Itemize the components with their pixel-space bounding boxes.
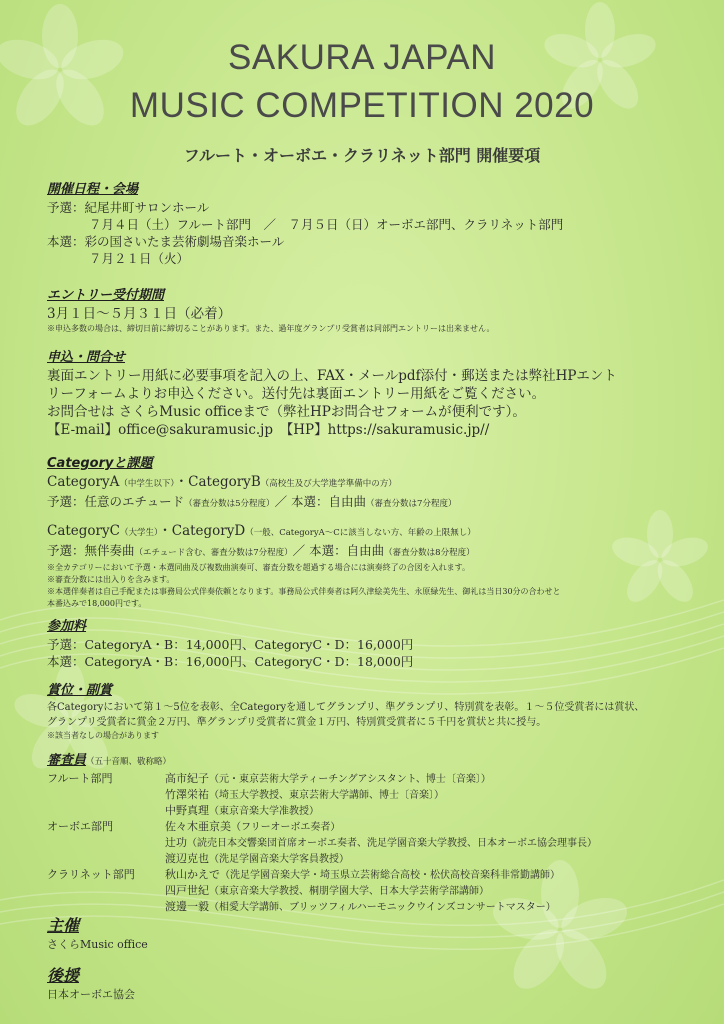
cd-final: ／ 本選：自由曲	[292, 543, 385, 558]
judges-section	[47, 750, 697, 915]
judge-name: 四戸世紀	[165, 884, 209, 897]
fee-heading: 参加料	[47, 619, 87, 634]
judge-desc: （読売日本交響楽団首席オーボエ奏者、洗足学園音楽大学教授、日本オーボエ協会理事長）	[187, 838, 597, 849]
final-date: ７月２１日（火）	[89, 251, 190, 266]
ab-prelim-note: （審査分数は5分程度）	[184, 499, 275, 509]
apply-section	[47, 349, 697, 439]
judge-row	[47, 819, 697, 835]
organizer-section	[47, 916, 697, 953]
judge-desc: （埼玉大学教授、東京芸術大学講師、博士〔音楽〕）	[209, 790, 444, 801]
category-d-note: （一般、CategoryA〜Cに該当しない方、年齢の上限無し）	[245, 528, 476, 538]
judge-row	[47, 803, 697, 819]
prize-section	[47, 682, 697, 742]
judge-division: クラリネット部門	[47, 868, 135, 881]
prize-note: ※該当者なしの場合があります	[47, 731, 159, 740]
schedule-heading: 開催日程・会場	[47, 182, 139, 197]
title-line-2: MUSIC COMPETITION 2020	[129, 86, 595, 125]
category-note-4: 本番込みで18,000円です。	[47, 599, 147, 608]
judge-row	[47, 867, 697, 883]
schedule-section	[47, 181, 697, 267]
judge-division: フルート部門	[47, 772, 113, 785]
judge-desc: （東京音楽大学准教授）	[209, 806, 319, 817]
judge-desc: （フリーオーボエ奏者）	[231, 822, 341, 833]
judge-desc: （洗足学園音楽大学客員教授）	[209, 854, 349, 865]
judges-heading-row	[47, 750, 697, 771]
judge-name: 中野真理	[165, 804, 209, 817]
fee-prelim: 予選：CategoryA・B：14,000円、CategoryC・D：16,000円	[47, 637, 414, 652]
category-b-label: ・CategoryB	[174, 474, 261, 490]
prelim-venue: 予選：紀尾井町サロンホール	[47, 200, 210, 215]
title-line-1: SAKURA JAPAN	[228, 38, 496, 77]
category-heading: Categoryと課題	[47, 456, 153, 471]
judge-division: オーボエ部門	[47, 820, 113, 833]
judge-name: 渡辺克也	[165, 852, 209, 865]
subtitle: フルート・オーボエ・クラリネット部門 開催要項	[183, 146, 541, 165]
ab-final: ／ 本選：自由曲	[274, 494, 367, 509]
category-a-label: CategoryA	[47, 474, 120, 490]
fee-final: 本選：CategoryA・B：16,000円、CategoryC・D：18,000円	[47, 654, 414, 669]
judge-name: 渡邊一毅	[165, 900, 209, 913]
category-ab-line	[47, 473, 697, 493]
entry-section	[47, 287, 697, 335]
entry-period: 3月１日〜５月３１日（必着）	[47, 306, 232, 322]
category-cd-line	[47, 522, 697, 542]
prize-heading: 賞位・副賞	[47, 683, 113, 698]
cd-final-note: （審査分数は8分程度）	[384, 548, 475, 558]
category-ab-rules	[47, 493, 697, 513]
prize-line-1: 各Categoryにおいて第１〜5位を表彰、全Categoryを通してグランプリ、準グランプリ、特別賞を表彰。１〜５位受賞者には賞状、	[47, 702, 645, 713]
entry-heading: エントリー受付期間	[47, 288, 165, 303]
cd-prelim: 予選：無伴奏曲	[47, 543, 135, 558]
apply-line-3: お問合せは さくらMusic officeまで（弊社HPお問合せフォームが便利です）。	[47, 404, 526, 420]
judge-desc: （元・東京芸術大学ティーチングアシスタント、博士〔音楽〕）	[209, 774, 491, 785]
judge-name: 佐々木亜京美	[165, 820, 231, 833]
final-venue: 本選：彩の国さいたま芸術劇場音楽ホール	[47, 234, 285, 249]
fee-section	[47, 618, 697, 670]
apply-line-2: リーフォームよりお申込ください。送付先は裏面エントリー用紙をご覧ください。	[47, 386, 546, 402]
apply-contact: 【E-mail】office@sakuramusic.jp 【HP】https://sakuramusic.jp//	[47, 422, 490, 438]
judge-name: 辻功	[165, 836, 187, 849]
judge-row	[47, 851, 697, 867]
judge-desc: （相愛大学講師、ブリッツフィルハーモニックウインズコンサートマスター）	[209, 902, 556, 913]
category-a-note: （中学生以下）	[119, 479, 175, 489]
organizer-heading: 主催	[47, 916, 80, 935]
judge-row	[47, 835, 697, 851]
organizer-value: さくらMusic office	[47, 938, 148, 951]
category-b-note: （高校生及び大学進学準備中の方）	[260, 479, 397, 489]
ab-final-note: （審査分数は7分程度）	[366, 499, 457, 509]
judges-heading: 審査員	[47, 753, 87, 768]
sponsor-value: 日本オーボエ協会	[47, 988, 135, 1001]
prelim-dates: ７月４日（土）フルート部門 ／ ７月５日（日）オーボエ部門、クラリネット部門	[89, 217, 564, 232]
ab-prelim: 予選：任意のエチュード	[47, 494, 185, 509]
judge-row	[47, 899, 697, 915]
judge-row	[47, 787, 697, 803]
category-cd-rules	[47, 542, 697, 562]
category-d-label: ・CategoryD	[158, 523, 246, 539]
prize-line-2: グランプリ受賞者に賞金２万円、準グランプリ受賞者に賞金１万円、特別賞受賞者に５千円を賞状と共に授与。	[47, 717, 547, 728]
category-note-2: ※審査分数には出入りを含みます。	[47, 575, 175, 584]
category-note-3: ※本選伴奏者は自己手配または事務局公式伴奏依頼となります。事務局公式伴奏者は阿久津絵美先生、永原緑先生、御礼は当日30分の合わせと	[47, 587, 561, 596]
category-section	[47, 455, 697, 610]
sponsor-heading: 後援	[47, 966, 80, 985]
judge-name: 秋山かえで	[165, 868, 220, 881]
apply-heading: 申込・問合せ	[47, 350, 126, 365]
judge-row	[47, 883, 697, 899]
judge-name: 高市紀子	[165, 772, 209, 785]
judge-desc: （洗足学園音楽大学・埼玉県立芸術総合高校・松伏高校音楽科非常勤講師）	[220, 870, 560, 881]
cd-prelim-note: （エチュード含む、審査分数は7分程度）	[134, 548, 293, 558]
category-c-note: （大学生）	[119, 528, 159, 538]
category-c-label: CategoryC	[47, 523, 120, 539]
judge-row	[47, 771, 697, 787]
judge-name: 竹澤栄祐	[165, 788, 209, 801]
category-note-1: ※全カテゴリーにおいて予選・本選同曲及び複数曲演奏可、審査分数を超過する場合には演奏終了の合図を入れます。	[47, 563, 471, 572]
sponsor-section	[47, 966, 697, 1003]
judges-heading-note: （五十音順、敬称略）	[86, 757, 172, 767]
apply-line-1: 裏面エントリー用紙に必要事項を記入の上、FAX・メールpdf添付・郵送または弊社HPエント	[47, 368, 617, 384]
judge-desc: （東京音楽大学教授、桐朋学園大学、日本大学芸術学部講師）	[209, 886, 489, 897]
entry-note: ※申込多数の場合は、締切日前に締切ることがあります。また、過年度グランプリ受賞者は同部門エントリーは出来ません。	[47, 324, 495, 333]
